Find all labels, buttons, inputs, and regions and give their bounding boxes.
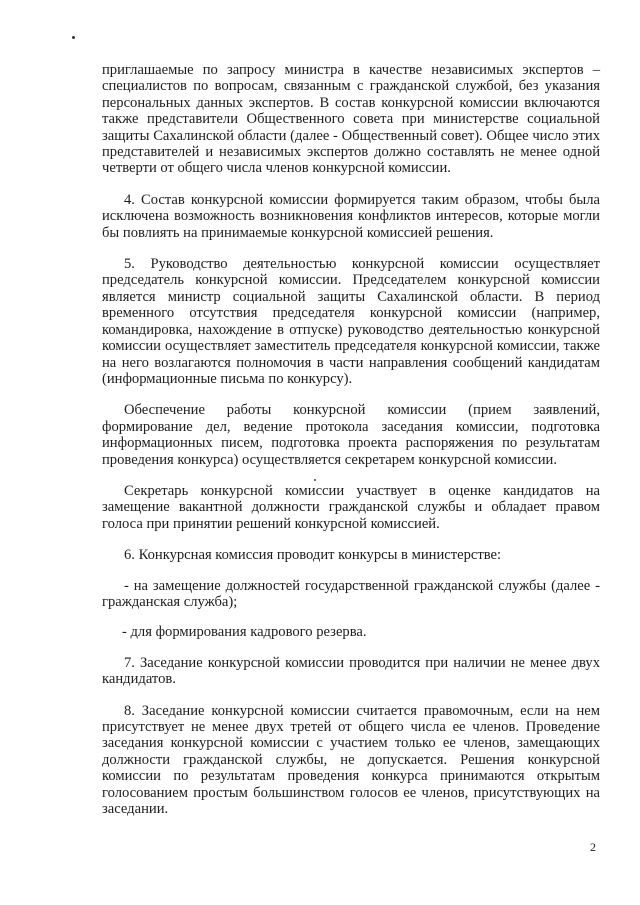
- paragraph-item-5: 5. Руководство деятельностью конкурсной комиссии осуществляет председатель конкурсной комиссии. Председателем конкурсной комиссии является министр социальной защиты Сахалинской области. В период временного отсутствия председателя конкурсной комиссии (например, командировка, нахождение в отпуске) руководство деятельностью конкурсной комиссии осуществляет заместитель председателя конкурсной комиссии, также на него возлагаются полномочия в части направления сообщений кандидатам (информационные письма по конкурсу).: [102, 256, 600, 387]
- list-item-civil-service: - на замещение должностей государственной гражданской службы (далее - гражданская служба);: [102, 577, 600, 610]
- paragraph-secretary-duties: Обеспечение работы конкурсной комиссии (прием заявлений, формирование дел, ведение протокола заседания комиссии, подготовка информационных писем, подготовка проекта распоряжения по результатам проведения конкурса) осуществляется секретарем конкурсной комиссии.: [102, 402, 600, 468]
- scan-mark: [72, 36, 75, 39]
- paragraph-item-6: 6. Конкурсная комиссия проводит конкурсы в министерстве:: [124, 547, 502, 564]
- paragraph-item-7: 7. Заседание конкурсной комиссии проводится при наличии не менее двух кандидатов.: [102, 654, 600, 688]
- document-body: [102, 62, 600, 817]
- paragraph-item-4: 4. Состав конкурсной комиссии формируется таким образом, чтобы была исключена возможность возникновения конфликтов интересов, которые могли бы повлиять на принимаемые конкурсной комиссией решения.: [102, 191, 600, 241]
- paragraph-secretary-vote: Секретарь конкурсной комиссии участвует в оценке кандидатов на замещение вакантной должности гражданской службы и обладает правом голоса при принятии решений конкурсной комиссией.: [102, 482, 600, 532]
- page-number: 2: [590, 840, 596, 854]
- list-item-reserve: - для формирования кадрового резерва.: [122, 624, 367, 641]
- paragraph-item-8: 8. Заседание конкурсной комиссии считается правомочным, если на нем присутствует не менее двух третей от общего числа ее членов. Проведение заседания конкурсной комиссии с участием только ее членов, замещающих должности гражданской службы, не допускается. Решения конкурсной комиссии по результатам проведения конкурса принимаются открытым голосованием простым большинством голосов ее членов, присутствующих на заседании.: [102, 702, 600, 818]
- paragraph-experts: приглашаемые по запросу министра в качестве независимых экспертов – специалистов по вопросам, связанным с гражданской службой, без указания персональных данных экспертов. В состав конкурсной комиссии включаются также представители Общественного совета при министерстве социальной защиты Сахалинской области (далее - Общественный совет). Общее число этих представителей и независимых экспертов должно составлять не менее одной четверти от общего числа членов конкурсной комиссии.: [102, 62, 600, 177]
